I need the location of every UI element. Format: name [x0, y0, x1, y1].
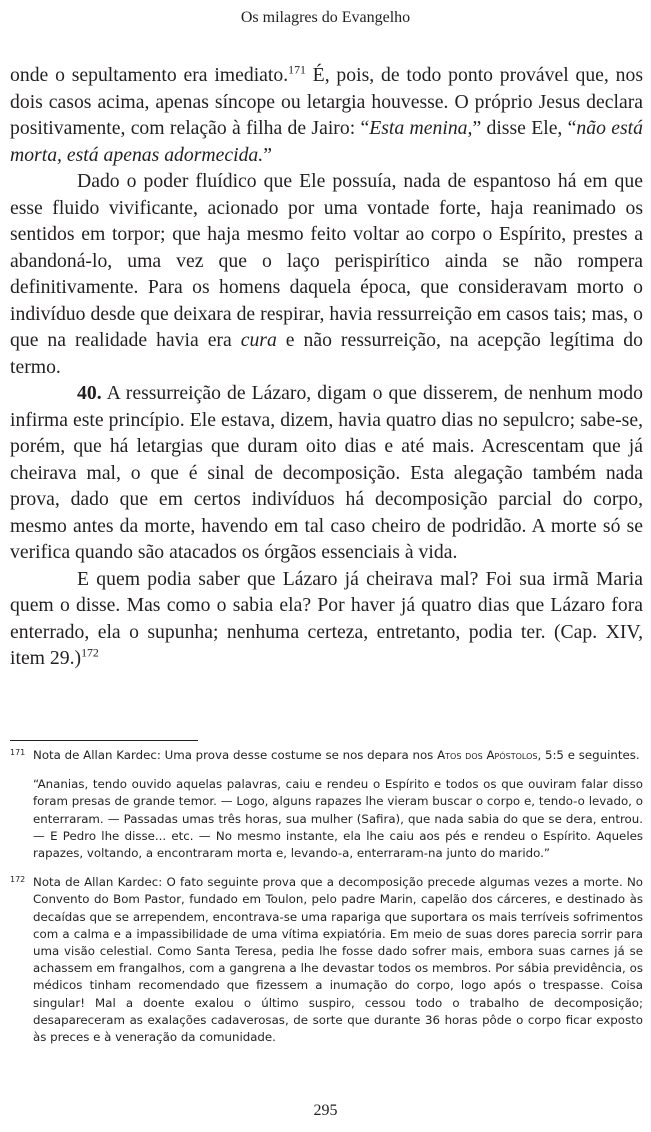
paragraph-4: [10, 566, 643, 672]
page-number: 295: [313, 1102, 338, 1119]
paragraph-text: A ressurreição de Lázaro, digam o que disserem, de nenhum modo infirma este princípio. Ele estava, dizem, havia quatro dias no sepulcro; sabe-se, porém, que há letargias que duram oito dias e até mais. Acrescentam que já cheirava mal, o que é sinal de decomposição. Esta alegação também nada prova, dado que em certos indivíduos há decomposição parcial do corpo, mesmo antes da morte, havendo em tal caso cheiro de podridão. A morte só se verifica quando são atacados os órgãos essenciais à vida.: [10, 382, 643, 563]
paragraph-text: e não ressurreição, na acepção legítima do termo.: [10, 329, 643, 378]
footnote-ref-172[interactable]: 172: [81, 645, 99, 660]
paragraph-text: E quem podia saber que Lázaro já cheirava mal? Foi sua irmã Maria quem o disse. Mas como o sabia ela? Por haver já quatro dias que Lázaro fora enterrado, ela o supunha; nenhuma certeza, entretanto, podia ter. (Cap. XIV, item 29.): [10, 567, 643, 669]
footnote-text: Nota de Allan Kardec: O fato seguinte prova que a decomposição precede algumas vezes a morte. No Convento do Bom Pastor, fundado em Toulon, pelo padre Marin, capelão dos cárceres, e destinado às decaídas que se arrependem, encontrava-se uma rapariga que suportara os mais terríveis sofrimentos com a calma e a impassibilidade de uma vítima expiatória. Em meio de suas dores parecia sorrir para uma visão celestial. Como Santa Teresa, pedia lhe fosse dado sofrer mais, embora suas carnes já se achassem em frangalhos, com a gangrena a lhe devastar todos os membros. Por sábia previdência, os médicos tinham recomendado que fizessem a inumação do corpo, logo após o trespasse. Coisa singular! Mal a doente exalou o último suspiro, cessou todo o trabalho de decomposição; desapareceram as exalações cadaverosas, de sorte que durante 36 horas pôde o corpo ficar exposto às preces e à veneração da comunidade.: [33, 875, 643, 1045]
paragraph-1: [10, 62, 643, 168]
paragraph-40: [10, 380, 643, 566]
paragraph-text: ”: [263, 143, 272, 166]
paragraph-2: [10, 168, 643, 380]
book-title: Atos dos Apóstolos: [437, 748, 538, 762]
footnotes: [10, 747, 643, 1046]
italic-quote: não está morta, está apenas adormecida.: [10, 117, 643, 166]
paragraph-text: ” disse Ele, “: [472, 117, 577, 139]
footnote-quote: “Ananias, tendo ouvido aquelas palavras, caiu e rendeu o Espírito e todos os que ouviram falar disso foram presas de grande temor. — Logo, alguns rapazes lhe vieram buscar o corpo e, tendo-o levado, o enterraram. — Passadas umas três horas, sua mulher (Safira), que nada sabia do que se dera, entrou. — E Pedro lhe disse... etc. — No mesmo instante, ela lhe caiu aos pés e rendeu o Espírito. Aqueles rapazes, voltando, a encontraram morta e, levando-a, enterraram-na junto do marido.”: [33, 777, 643, 861]
italic-quote: Esta menina,: [369, 117, 473, 139]
main-text: [10, 62, 643, 672]
footnote-ref-171[interactable]: 171: [288, 62, 306, 77]
footnote-172: 172 Nota de Allan Kardec: O fato seguinte prova que a decomposição precede algumas vezes a morte. No Convento do Bom Pastor, fundado em Toulon, pelo padre Marin, capelão dos cárceres, e destinado às decaídas que se arrependem, encontrava-se uma rapariga que suportara os mais terríveis sofrimentos com a calma e a impassibilidade de uma vítima expiatória. Em meio de suas dores parecia sorrir para uma visão celestial. Como Santa Teresa, pedia lhe fosse dado sofrer mais, embora suas carnes já se achassem em frangalhos, com a gangrena a lhe devastar todos os membros. Por sábia previdência, os médicos tinham recomendado que fizessem a inumação do corpo, logo após o trespasse. Coisa singular! Mal a doente exalou o último suspiro, cessou todo o trabalho de decomposição; desapareceram as exalações cadaverosas, de sorte que durante 36 horas pôde o corpo ficar exposto às preces e à veneração da comunidade.: [10, 875, 643, 1045]
paragraph-text: É, pois, de todo ponto provável que, nos dois casos acima, apenas síncope ou letargia houvesse. O próprio Jesus declara positivamente, com relação à filha de Jairo: “: [10, 64, 643, 139]
footnote-text: , 5:5 e seguintes.: [537, 748, 640, 762]
footnote-divider: [10, 740, 198, 741]
running-header: Os milagres do Evangelho: [240, 9, 411, 26]
paragraph-text: Dado o poder fluídico que Ele possuía, nada de espantoso há em que esse fluido vivificante, acionado por uma vontade forte, haja reanimado os sentidos em torpor; que haja mesmo feito voltar ao corpo o Espírito, prestes a abandoná-lo, uma vez que o laço perispirítico ainda se não rompera definitivamente. Para os homens daquela época, que consideravam morto o indivíduo desde que deixara de respirar, havia ressurreição em casos tais; mas, o que na realidade havia era: [10, 170, 643, 351]
paragraph-text: onde o sepultamento era imediato.: [10, 64, 289, 86]
italic-term: cura: [240, 329, 277, 351]
item-number: 40.: [77, 382, 102, 404]
footnote-text: Nota de Allan Kardec: Uma prova desse costume se nos depara nos: [33, 748, 438, 762]
footnote-171: 171 Nota de Allan Kardec: Uma prova desse costume se nos depara nos Atos dos Apóstolos, 5:5 e seguintes.: [10, 748, 640, 762]
